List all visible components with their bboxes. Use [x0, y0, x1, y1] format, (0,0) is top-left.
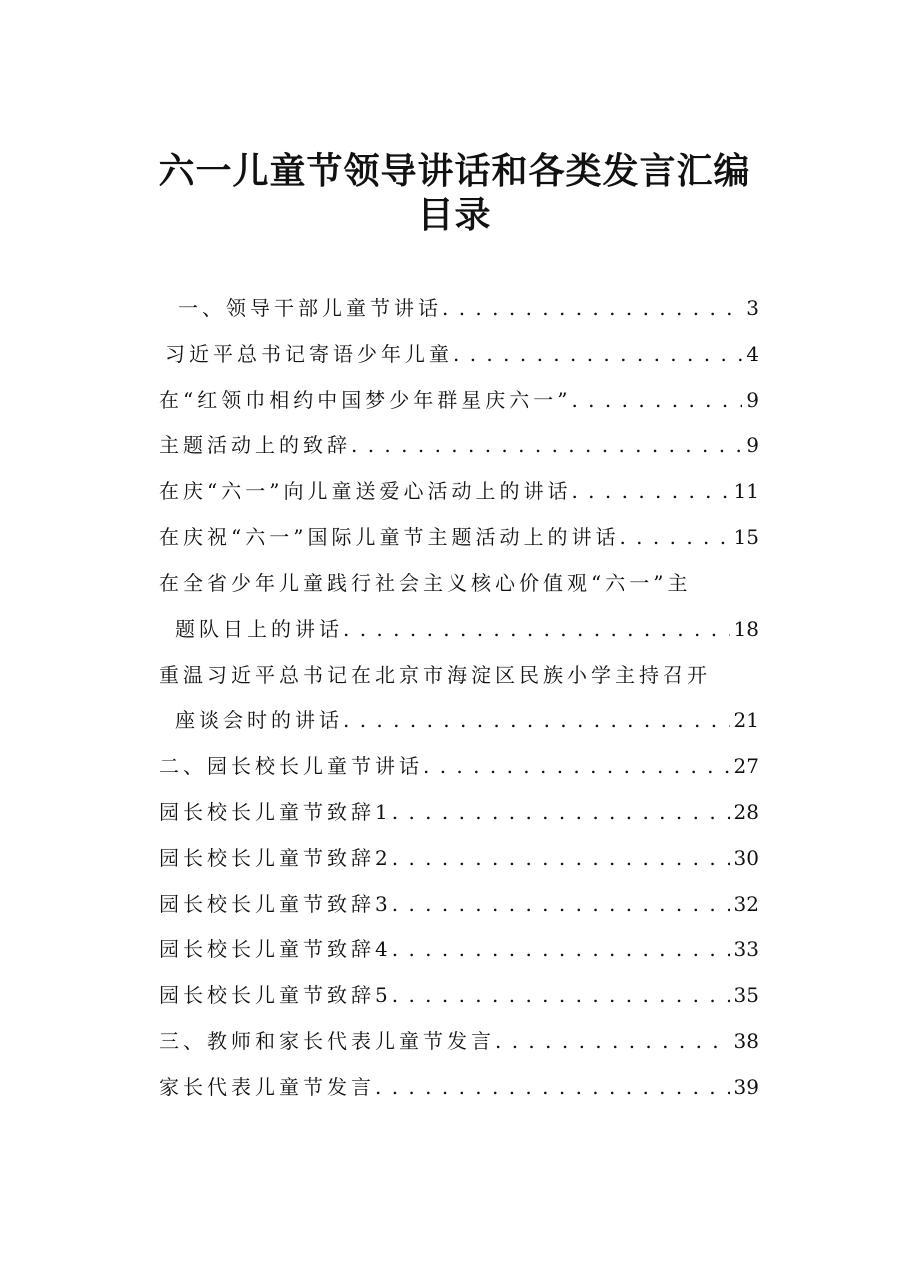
toc-page-number: 11: [733, 479, 759, 503]
toc-entry-title: 主题活动上的致辞: [159, 433, 351, 457]
toc-page-number: 35: [733, 983, 759, 1007]
toc-entry-title: 在庆祝“六一”国际儿童节主题活动上的讲话: [159, 525, 620, 549]
toc-dot-leader: [619, 521, 729, 553]
toc-entry-title: 园长校长儿童节致辞2: [159, 846, 392, 870]
toc-entry[interactable]: [175, 613, 759, 645]
toc-entry-line[interactable]: 重温习近平总书记在北京市海淀区民族小学主持召开: [159, 663, 711, 687]
toc-dot-leader: [392, 888, 730, 920]
toc-entry-title: 在庆“六一”向儿童送爱心活动上的讲话: [159, 479, 572, 503]
toc-dot-leader: [495, 1025, 730, 1057]
toc-page-number: 9: [746, 388, 759, 412]
toc-page-number: 15: [733, 525, 759, 549]
toc-page-number: 4: [746, 342, 759, 366]
toc-entry-title: 在“红领巾相约中国梦少年群星庆六一”: [159, 388, 572, 412]
toc-entry[interactable]: [159, 933, 759, 965]
toc-page-number: 9: [746, 433, 759, 457]
toc-entry[interactable]: [159, 1025, 759, 1057]
toc-entry-title: 习近平总书记寄语少年儿童: [165, 342, 453, 366]
toc-page-number: 30: [733, 846, 759, 870]
toc-entry[interactable]: [159, 384, 759, 416]
document-title: 六一儿童节领导讲话和各类发言汇编: [158, 151, 751, 192]
toc-dot-leader: [571, 475, 729, 507]
toc-page-number: 32: [733, 892, 759, 916]
toc-page-number: 21: [733, 708, 759, 732]
toc-entry[interactable]: [159, 842, 759, 874]
toc-entry[interactable]: [165, 338, 759, 370]
toc-entry[interactable]: [159, 979, 759, 1011]
toc-entry-title: 一、领导干部儿童节讲话: [178, 296, 442, 320]
toc-entry[interactable]: [159, 1071, 759, 1103]
toc-page-number: 39: [733, 1075, 759, 1099]
toc-entry-title: 家长代表儿童节发言: [159, 1075, 375, 1099]
toc-entry-title: 园长校长儿童节致辞5: [159, 983, 392, 1007]
toc-entry-title: 题队日上的讲话: [175, 617, 343, 641]
toc-entry-line[interactable]: 在全省少年儿童践行社会主义核心价值观“六一”主: [159, 571, 692, 595]
toc-dot-leader: [375, 1071, 730, 1103]
toc-dot-leader: [453, 338, 742, 370]
toc-dot-leader: [392, 933, 730, 965]
toc-entry[interactable]: [159, 429, 759, 461]
toc-entry[interactable]: [159, 475, 759, 507]
toc-entry-title: 座谈会时的讲话: [175, 708, 343, 732]
toc-heading: 目录: [417, 195, 492, 236]
toc-entry[interactable]: [159, 888, 759, 920]
toc-entry[interactable]: [159, 796, 759, 828]
toc-dot-leader: [343, 704, 730, 736]
toc-dot-leader: [442, 292, 742, 324]
toc-entry[interactable]: [175, 704, 759, 736]
toc-entry[interactable]: [159, 750, 759, 782]
toc-dot-leader: [571, 384, 742, 416]
toc-page-number: 28: [733, 800, 759, 824]
toc-page-number: 18: [733, 617, 759, 641]
toc-dot-leader: [392, 979, 730, 1011]
toc-entry-title: 园长校长儿童节致辞4: [159, 937, 392, 961]
toc-dot-leader: [392, 842, 730, 874]
toc-entry-title: 二、园长校长儿童节讲话: [159, 754, 423, 778]
toc-entry-title: 园长校长儿童节致辞3: [159, 892, 392, 916]
toc-page-number: 3: [746, 296, 759, 320]
toc-dot-leader: [392, 796, 730, 828]
toc-entry-title: 园长校长儿童节致辞1: [159, 800, 392, 824]
toc-entry-title: 三、教师和家长代表儿童节发言: [159, 1029, 495, 1053]
toc-page-number: 33: [733, 937, 759, 961]
toc-dot-leader: [423, 750, 730, 782]
toc-dot-leader: [343, 613, 730, 645]
toc-entry[interactable]: [178, 292, 759, 324]
toc-page-number: 27: [733, 754, 759, 778]
toc-page-number: 38: [733, 1029, 759, 1053]
toc-dot-leader: [351, 429, 742, 461]
toc-entry[interactable]: [159, 521, 759, 553]
